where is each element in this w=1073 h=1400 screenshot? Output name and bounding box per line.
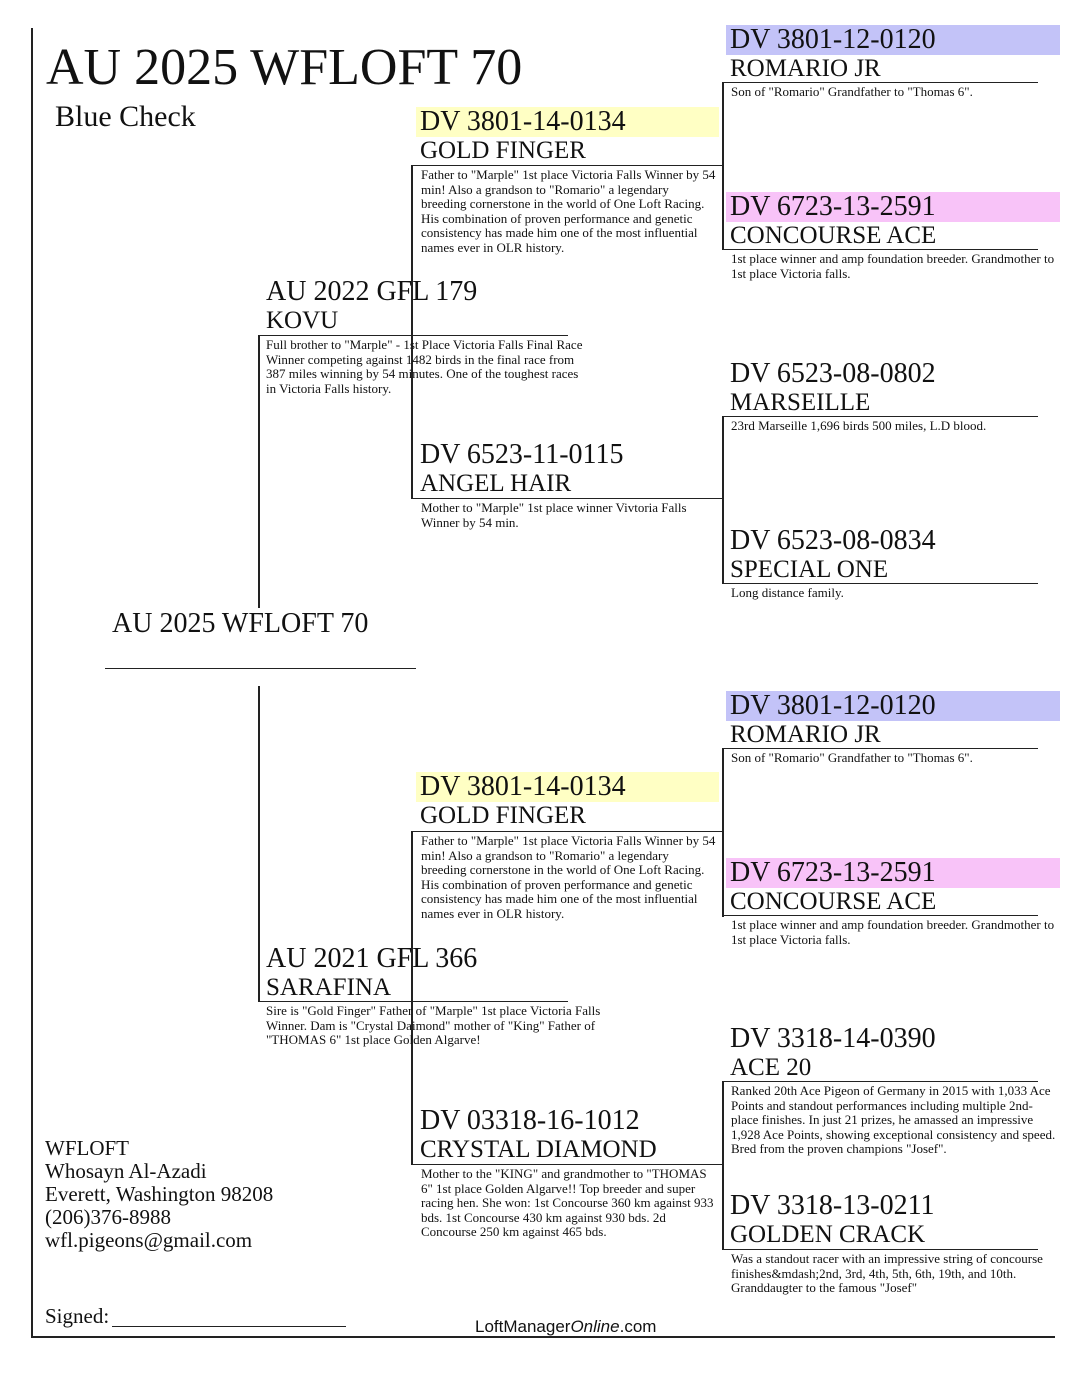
gp-dd-underline [411, 1164, 723, 1165]
subject-underline [105, 668, 416, 669]
gp-ds-underline [411, 831, 723, 832]
ggp-2-ring: DV 6723-13-2591 [726, 192, 1060, 222]
ggp-6-name: CONCOURSE ACE [730, 888, 937, 915]
owner-loft: WFLOFT [45, 1136, 129, 1160]
ggp-1-block [726, 25, 1060, 82]
connector [722, 416, 724, 584]
ggp-8-block [726, 1191, 1060, 1248]
ggp-4-block [726, 526, 1060, 583]
signature-line [112, 1326, 346, 1327]
subject-ring: AU 2025 WFLOFT 70 [112, 608, 369, 639]
ggp-8-name: GOLDEN CRACK [730, 1221, 926, 1248]
signed-label: Signed: [45, 1304, 110, 1328]
gp-sire-dam-block [416, 440, 719, 497]
ggp-7-ring: DV 3318-14-0390 [730, 1023, 936, 1054]
ggp-3-name: MARSEILLE [730, 389, 871, 416]
brand-part-c: .com [619, 1317, 657, 1336]
gp-ss-name: GOLD FINGER [420, 137, 586, 164]
ggp-5-underline [722, 748, 1038, 749]
gp-sd-desc: Mother to "Marple" 1st place winner Vivtoria Falls Winner by 54 min. [421, 500, 687, 530]
ggp-8-desc: Was a standout racer with an impressive string of concourse finishes&mdash;2nd, 3rd, 4th, 5th, 6th, 19th, and 10th. Granddaugter to the famous "Josef" [731, 1251, 1043, 1295]
ggp-7-desc: Ranked 20th Ace Pigeon of Germany in 2015 with 1,033 Ace Points and standout performances including multiple 2nd-place finishes. In just 21 prizes, he amassed an impressive 1,928 Ace Points, showing exceptional consistency and speed. Bred from the proven champions "Josef". [731, 1083, 1056, 1156]
ggp-4-desc: Long distance family. [731, 585, 844, 600]
ggp-4-name: SPECIAL ONE [730, 556, 889, 583]
ggp-3-underline [722, 416, 1038, 417]
ggp-7-name: ACE 20 [730, 1054, 812, 1081]
ggp-6-ring: DV 6723-13-2591 [726, 858, 1060, 888]
sire-name: KOVU [266, 307, 339, 334]
ggp-1-underline [722, 82, 1038, 83]
ggp-5-ring: DV 3801-12-0120 [726, 691, 1060, 721]
gp-dam-dam-block [416, 1106, 719, 1163]
ggp-1-name: ROMARIO JR [730, 55, 881, 82]
gp-sire-sire-block [416, 107, 719, 164]
sire-ring: AU 2022 GFL 179 [266, 276, 478, 307]
owner-city: Everett, Washington 98208 [45, 1182, 274, 1206]
ggp-4-underline [722, 583, 1038, 584]
sire-block [262, 277, 582, 334]
ggp-5-block [726, 691, 1060, 748]
sire-desc: Full brother to "Marple" - 1st Place Victoria Falls Final Race Winner competing against 1482 birds in the final race from 387 miles winning by 54 minutes. One of the toughest races in Victoria Falls history. [266, 337, 583, 396]
ggp-8-ring: DV 3318-13-0211 [730, 1190, 935, 1221]
gp-ds-name: GOLD FINGER [420, 802, 586, 829]
ggp-7-underline [722, 1081, 1038, 1082]
ggp-3-ring: DV 6523-08-0802 [730, 358, 936, 389]
owner-phone: (206)376-8988 [45, 1205, 171, 1229]
sire-underline [258, 335, 568, 336]
connector [722, 749, 724, 917]
brand-footer [475, 1317, 656, 1337]
ggp-8-underline [722, 1249, 1038, 1250]
gp-sd-ring: DV 6523-11-0115 [420, 439, 624, 470]
gp-sd-name: ANGEL HAIR [420, 470, 572, 497]
gp-dd-name: CRYSTAL DIAMOND [420, 1136, 657, 1163]
gp-ss-desc: Father to "Marple" 1st place Victoria Falls Winner by 54 min! Also a grandson to "Romario" a legendary breeding cornerstone in the world of One Loft Racing. His combination of proven performance and genetic consistency has made him one of the most influential names ever in OLR history. [421, 167, 716, 255]
ggp-4-ring: DV 6523-08-0834 [730, 525, 936, 556]
connector [722, 1082, 724, 1250]
ggp-1-ring: DV 3801-12-0120 [726, 25, 1060, 55]
ggp-6-underline [722, 915, 1038, 916]
ggp-7-block [726, 1024, 1060, 1081]
gp-ds-desc: Father to "Marple" 1st place Victoria Falls Winner by 54 min! Also a grandson to "Romario" a legendary breeding cornerstone in the world of One Loft Racing. His combination of proven performance and genetic consistency has made him one of the most influential names ever in OLR history. [421, 833, 716, 921]
ggp-2-block [726, 192, 1060, 249]
gp-dd-ring: DV 03318-16-1012 [420, 1105, 640, 1136]
gp-ss-ring: DV 3801-14-0134 [416, 107, 719, 137]
ggp-2-desc: 1st place winner and amp foundation breeder. Grandmother to 1st place Victoria falls. [731, 251, 1055, 281]
connector [258, 336, 260, 608]
ggp-5-desc: Son of "Romario" Grandfather to "Thomas 6". [731, 750, 973, 765]
ggp-2-name: CONCOURSE ACE [730, 222, 937, 249]
dam-name: SARAFINA [266, 974, 392, 1001]
ggp-3-desc: 23rd Marseille 1,696 birds 500 miles, L.D blood. [731, 418, 987, 433]
owner-block [45, 1137, 273, 1252]
ggp-6-desc: 1st place winner and amp foundation breeder. Grandmother to 1st place Victoria falls. [731, 917, 1055, 947]
connector [722, 82, 724, 250]
ggp-5-name: ROMARIO JR [730, 721, 881, 748]
brand-part-b: Online [570, 1317, 620, 1336]
dam-ring: AU 2021 GFL 366 [266, 943, 478, 974]
dam-desc: Sire is "Gold Finger" Father of "Marple" 1st place Victoria Falls Winner. Dam is "Crystal Daimond" mother of "King" Father of "THOMAS 6" 1st place Golden Algarve! [266, 1003, 601, 1047]
connector [258, 686, 260, 1002]
gp-ds-ring: DV 3801-14-0134 [416, 772, 719, 802]
gp-ss-underline [411, 165, 723, 166]
gp-sd-underline [411, 498, 723, 499]
ggp-2-underline [722, 249, 1038, 250]
brand-part-a: LoftManager [475, 1317, 571, 1336]
ggp-3-block [726, 359, 1060, 416]
dam-block [262, 944, 582, 1001]
owner-name: Whosayn Al-Azadi [45, 1159, 207, 1183]
ggp-1-desc: Son of "Romario" Grandfather to "Thomas 6". [731, 84, 973, 99]
page-border-left [31, 28, 33, 1338]
owner-email: wfl.pigeons@gmail.com [45, 1228, 253, 1252]
ggp-6-block [726, 858, 1060, 915]
page-title: AU 2025 WFLOFT 70 [46, 39, 523, 96]
gp-dd-desc: Mother to the "KING" and grandmother to "THOMAS 6" 1st place Golden Algarve!! Top breeder and super racing hen. She won: 1st Concourse 360 km against 933 bds. 1st Concourse 430 km against 930 bds. 2d Concourse 250 km against 465 bds. [421, 1166, 714, 1239]
gp-dam-sire-block [416, 772, 719, 829]
bird-color: Blue Check [55, 100, 196, 133]
dam-underline [258, 1001, 568, 1002]
